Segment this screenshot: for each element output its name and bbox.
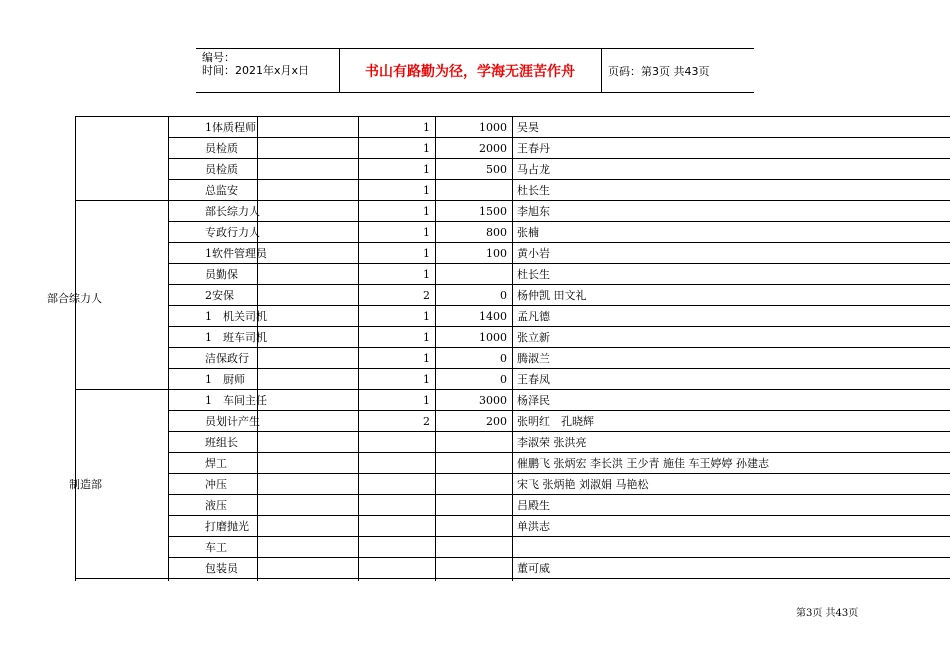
table-cell-post: 员检质 [205, 163, 238, 176]
table-cell-post: 总监安 [205, 184, 238, 197]
table-cell-salary: 1500 [479, 205, 507, 218]
table-cell-salary [435, 474, 507, 495]
table-cell-names: 杜长生 [517, 268, 550, 281]
table-cell-count: 1 [423, 163, 430, 176]
table-cell-salary: 200 [486, 415, 507, 428]
table-cell-count: 1 [423, 310, 430, 323]
table-cell-names: 宋飞 张炳艳 刘淑娟 马艳松 [517, 478, 649, 491]
table-cell-count: 1 [423, 184, 430, 197]
table-cell-post: 员检质 [205, 142, 238, 155]
table-cell-salary [435, 558, 507, 579]
table-cell-names: 王春丹 [517, 142, 550, 155]
table-cell-salary [435, 180, 507, 201]
table-cell-count: 1 [423, 268, 430, 281]
table-cell-names: 杨泽民 [517, 394, 550, 407]
table-cell-salary: 1000 [479, 121, 507, 134]
date-label: 时间：2021年x月x日 [202, 64, 310, 77]
table-cell-count: 1 [423, 205, 430, 218]
table-cell-salary [435, 453, 507, 474]
department-label: 部合综力人 [47, 292, 102, 305]
table-cell-post: 员勤保 [205, 268, 238, 281]
staff-table [47, 116, 950, 581]
table-cell-salary [435, 516, 507, 537]
header-motto: 书山有路勤为径，学海无涯苦作舟 [365, 64, 575, 80]
table-cell-names: 张楠 [517, 226, 539, 239]
table-cell-count: 1 [423, 142, 430, 155]
table-cell-names: 黄小岩 [517, 247, 550, 260]
table-cell-salary [435, 264, 507, 285]
table-cell-salary [435, 495, 507, 516]
table-cell-salary: 0 [500, 352, 507, 365]
table-cell-names: 王春凤 [517, 373, 550, 386]
table-cell-names: 孟凡德 [517, 310, 550, 323]
table-cell-names: 李旭东 [517, 205, 550, 218]
table-cell-count [358, 432, 430, 453]
table-cell-names: 马占龙 [517, 163, 550, 176]
table-cell-count: 2 [423, 289, 430, 302]
table-cell-post: 1 厨师 [205, 373, 245, 386]
table-cell-count [358, 474, 430, 495]
table-cell-names: 李淑荣 张洪亮 [517, 436, 587, 449]
table-cell-post: 冲压 [205, 478, 227, 491]
table-cell-count [358, 495, 430, 516]
table-cell-names: 催鹏飞 张炳宏 李长洪 王少青 施佳 车王婷婷 孙建志 [517, 457, 769, 470]
table-cell-post: 液压 [205, 499, 227, 512]
table-cell-count [358, 558, 430, 579]
table-gridline [75, 116, 76, 581]
table-cell-names: 董可威 [517, 562, 550, 575]
table-cell-count: 2 [423, 415, 430, 428]
table-cell-post: 洁保政行 [205, 352, 249, 365]
table-cell-post: 1 车间主任 [205, 394, 267, 407]
table-cell-post: 焊工 [205, 457, 227, 470]
table-cell-count: 1 [423, 226, 430, 239]
table-cell-count: 1 [423, 394, 430, 407]
table-cell-post: 1体质程师 [205, 121, 256, 134]
table-cell-post: 1软件管理员 [205, 247, 267, 260]
table-cell-names: 张明红 孔晓辉 [517, 415, 594, 428]
table-cell-names: 单洪志 [517, 520, 550, 533]
table-cell-post: 包装员 [205, 562, 238, 575]
table-cell-count: 1 [423, 352, 430, 365]
header-meta [202, 51, 309, 77]
table-gridline [168, 116, 169, 581]
table-cell-names: 张立新 [517, 331, 550, 344]
table-cell-salary: 1400 [479, 310, 507, 323]
table-cell-names [517, 537, 947, 558]
page-header [196, 48, 754, 93]
table-gridline [512, 116, 513, 581]
table-cell-post: 2安保 [205, 289, 234, 302]
table-cell-salary: 0 [500, 289, 507, 302]
table-cell-salary: 3000 [479, 394, 507, 407]
table-cell-count [358, 516, 430, 537]
table-cell-post: 专政行力人 [205, 226, 260, 239]
footer-page-number: 第3页 共43页 [796, 608, 859, 619]
table-cell-salary: 100 [486, 247, 507, 260]
table-cell-post: 1 机关司机 [205, 310, 267, 323]
table-cell-salary [435, 432, 507, 453]
department-label: 制造部 [69, 478, 102, 491]
table-cell-names: 杨仲凯 田文礼 [517, 289, 587, 302]
table-cell-count: 1 [423, 247, 430, 260]
table-cell-count: 1 [423, 121, 430, 134]
table-cell-count [358, 537, 430, 558]
table-cell-post: 员划计产生 [205, 415, 260, 428]
table-cell-names: 腾淑兰 [517, 352, 550, 365]
code-label: 编号： [202, 51, 235, 64]
table-cell-post: 车工 [205, 541, 227, 554]
table-cell-count: 1 [423, 373, 430, 386]
table-cell-count: 1 [423, 331, 430, 344]
table-cell-salary [435, 537, 507, 558]
table-cell-post: 打磨抛光 [205, 520, 249, 533]
table-cell-salary: 1000 [479, 331, 507, 344]
table-cell-post: 部长综力人 [205, 205, 260, 218]
table-cell-post: 1 班车司机 [205, 331, 267, 344]
table-cell-names: 吕殿生 [517, 499, 550, 512]
table-cell-salary: 0 [500, 373, 507, 386]
table-cell-salary: 2000 [479, 142, 507, 155]
table-cell-post: 班组长 [205, 436, 238, 449]
table-cell-names: 吴昊 [517, 121, 539, 134]
header-divider [601, 49, 602, 92]
table-cell-count [358, 453, 430, 474]
table-cell-names: 杜长生 [517, 184, 550, 197]
table-cell-salary: 800 [486, 226, 507, 239]
table-cell-salary: 500 [486, 163, 507, 176]
header-page-number: 页码：第3页 共43页 [608, 65, 710, 78]
